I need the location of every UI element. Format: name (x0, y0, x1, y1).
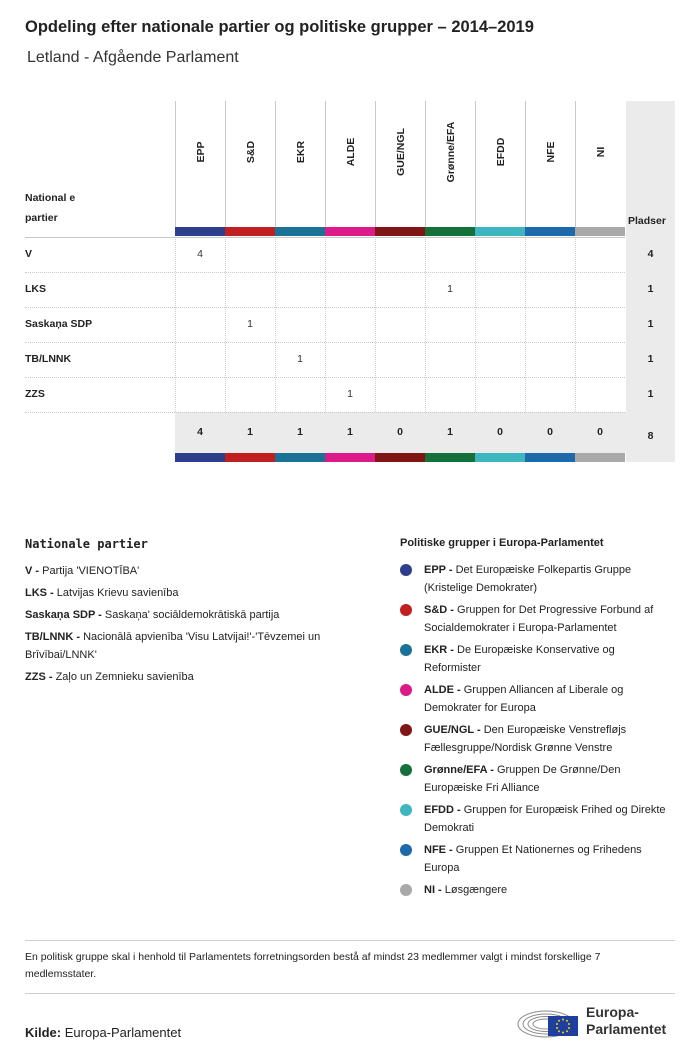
row-party-label: LKS (25, 283, 46, 295)
party-name: Nacionālā apvienība 'Visu Latvijai!'-'Tēvzemei un Brīvībai/LNNK' (25, 631, 321, 661)
row-party-label: TB/LNNK (25, 353, 72, 365)
column-color-bar (275, 453, 325, 462)
group-name: Gruppen De Grønne/Den Europæiske Fri Alliance (424, 764, 621, 794)
row-value: 1 (347, 388, 353, 400)
group-color-dot (400, 724, 412, 736)
column-color-bar (525, 227, 575, 236)
column-divider (425, 237, 426, 412)
column-header-7 (525, 101, 576, 227)
column-color-bar (425, 227, 475, 236)
column-color-bar (575, 453, 625, 462)
row-value: 1 (247, 318, 253, 330)
row-party-label: Saskaņa SDP (25, 318, 93, 330)
column-divider (525, 237, 526, 412)
row-value: 4 (197, 248, 203, 260)
party-abbr: V - (25, 565, 40, 577)
group-name: Det Europæiske Folkepartis Gruppe (Kristelige Demokrater) (424, 564, 632, 594)
group-description (424, 641, 674, 677)
column-label: EKR (295, 140, 307, 164)
group-description (424, 601, 674, 637)
party-name: Saskaņa' sociāldemokrātiskā partija (104, 609, 280, 621)
row-party-label: ZZS (25, 388, 45, 400)
group-abbr: EFDD - (424, 804, 461, 816)
column-color-bar (225, 227, 275, 236)
divider (25, 940, 675, 941)
footnote: En politisk gruppe skal i henhold til Parlamentets forretningsorden bestå af mindst 23 medlemmer valgt i mindst forskellige 7 medlemsstater. (25, 951, 601, 980)
column-header-8 (575, 101, 626, 227)
divider (25, 993, 675, 994)
column-color-bar (575, 227, 625, 236)
column-color-bar (225, 453, 275, 462)
column-total: 0 (547, 426, 553, 438)
column-header-4 (375, 101, 426, 227)
column-header-1 (225, 101, 276, 227)
seats-column-background (626, 101, 675, 462)
column-color-bar (425, 453, 475, 462)
column-color-bar (175, 453, 225, 462)
group-abbr: NFE - (424, 844, 453, 856)
group-description (424, 721, 674, 757)
seat-table (0, 0, 700, 470)
group-name: Gruppen Alliancen af Liberale og Demokrater for Europa (424, 684, 624, 714)
column-label: EPP (195, 141, 207, 163)
group-color-dot (400, 564, 412, 576)
group-color-dot (400, 764, 412, 776)
logo-line-2: Parlamentet (586, 1021, 667, 1037)
column-divider (275, 237, 276, 412)
column-total: 1 (447, 426, 453, 438)
group-name: Den Europæiske Venstrefløjs Fællesgruppe/Nordisk Grønne Venstre (424, 724, 627, 754)
column-total: 4 (197, 426, 203, 438)
row-divider (25, 377, 625, 378)
group-name: Gruppen for Europæisk Frihed og Direkte Demokrati (424, 804, 666, 834)
group-abbr: S&D - (424, 604, 454, 616)
row-divider (25, 342, 625, 343)
logo-line-1: Europa- (586, 1004, 639, 1020)
national-party-item (25, 628, 365, 664)
column-label: Grønne/EFA (445, 121, 457, 183)
political-groups-title: Politiske grupper i Europa-Parlamentet (400, 537, 604, 549)
column-total: 1 (347, 426, 353, 438)
row-seats: 1 (647, 283, 654, 295)
column-total: 0 (397, 426, 403, 438)
column-total: 1 (297, 426, 303, 438)
group-name: De Europæiske Konservative og Reformister (424, 644, 615, 674)
column-header-5 (425, 101, 476, 227)
column-header-6 (475, 101, 526, 227)
column-color-bar (475, 453, 525, 462)
column-total: 1 (247, 426, 253, 438)
group-color-dot (400, 644, 412, 656)
national-party-item (25, 562, 365, 580)
column-color-bar (325, 227, 375, 236)
group-description (424, 801, 674, 837)
row-divider (25, 272, 625, 273)
row-seats: 4 (647, 248, 654, 260)
group-name: Gruppen Et Nationernes og Frihedens Europa (424, 844, 642, 874)
column-color-bar (525, 453, 575, 462)
column-color-bar (175, 227, 225, 236)
header-divider (25, 237, 625, 238)
row-party-label: V (25, 248, 33, 260)
column-color-bar (325, 453, 375, 462)
column-label: S&D (245, 140, 257, 164)
column-color-bar (275, 227, 325, 236)
column-color-bar (475, 227, 525, 236)
group-color-dot (400, 884, 412, 896)
group-description (424, 881, 674, 899)
column-color-bar (375, 227, 425, 236)
group-description (424, 841, 674, 877)
column-label: NI (595, 146, 607, 158)
column-divider (325, 237, 326, 412)
group-abbr: ALDE - (424, 684, 461, 696)
group-color-dot (400, 604, 412, 616)
group-abbr: EKR - (424, 644, 454, 656)
national-party-item (25, 584, 365, 602)
row-seats: 1 (647, 318, 654, 330)
column-total: 0 (497, 426, 503, 438)
column-label: ALDE (345, 137, 357, 167)
row-value: 1 (447, 283, 453, 295)
group-color-dot (400, 844, 412, 856)
seats-header: Pladser (628, 215, 666, 227)
row-value: 1 (297, 353, 303, 365)
party-name: Zaļo un Zemnieku savienība (55, 671, 194, 683)
ep-logo (516, 1002, 676, 1042)
column-divider (175, 237, 176, 412)
column-header-3 (325, 101, 376, 227)
column-header-2 (275, 101, 326, 227)
party-name: Partija 'VIENOTĪBA' (42, 565, 140, 577)
national-parties-title: Nationale partier (25, 537, 148, 551)
group-name: Løsgængere (444, 884, 508, 896)
national-party-item (25, 668, 365, 686)
national-party-item (25, 606, 365, 624)
column-label: EFDD (495, 137, 507, 167)
row-divider (25, 307, 625, 308)
group-description (424, 681, 674, 717)
column-total: 0 (597, 426, 603, 438)
group-color-dot (400, 804, 412, 816)
group-description (424, 761, 674, 797)
column-divider (575, 237, 576, 412)
column-header-0 (175, 101, 226, 227)
chart-title: Opdeling efter nationale partier og politiske grupper – 2014–2019 (25, 18, 534, 36)
row-divider (25, 412, 625, 413)
source-line (25, 1025, 181, 1040)
column-divider (375, 237, 376, 412)
grand-total: 8 (647, 430, 654, 442)
party-abbr: ZZS - (25, 671, 53, 683)
group-description (424, 561, 674, 597)
row-seats: 1 (647, 353, 654, 365)
group-abbr: EPP - (424, 564, 453, 576)
national-parties-header: National e partier (25, 192, 76, 224)
source-value: Europa-Parlamentet (64, 1025, 182, 1040)
chart-subtitle: Letland - Afgående Parlament (27, 49, 239, 66)
column-color-bar (375, 453, 425, 462)
row-seats: 1 (647, 388, 654, 400)
group-abbr: Grønne/EFA - (424, 764, 494, 776)
group-name: Gruppen for Det Progressive Forbund af Socialdemokrater i Europa-Parlamentet (424, 604, 654, 634)
group-abbr: NI - (424, 884, 442, 896)
column-label: GUE/NGL (395, 128, 407, 176)
source-label: Kilde: (25, 1025, 62, 1040)
party-abbr: TB/LNNK - (25, 631, 80, 643)
column-divider (475, 237, 476, 412)
group-color-dot (400, 684, 412, 696)
column-label: NFE (545, 141, 557, 163)
group-abbr: GUE/NGL - (424, 724, 481, 736)
hemicycle-eu-flag-icon (516, 1002, 580, 1040)
party-abbr: LKS - (25, 587, 54, 599)
party-abbr: Saskaņa SDP - (25, 609, 102, 621)
party-name: Latvijas Krievu savienība (56, 587, 179, 599)
